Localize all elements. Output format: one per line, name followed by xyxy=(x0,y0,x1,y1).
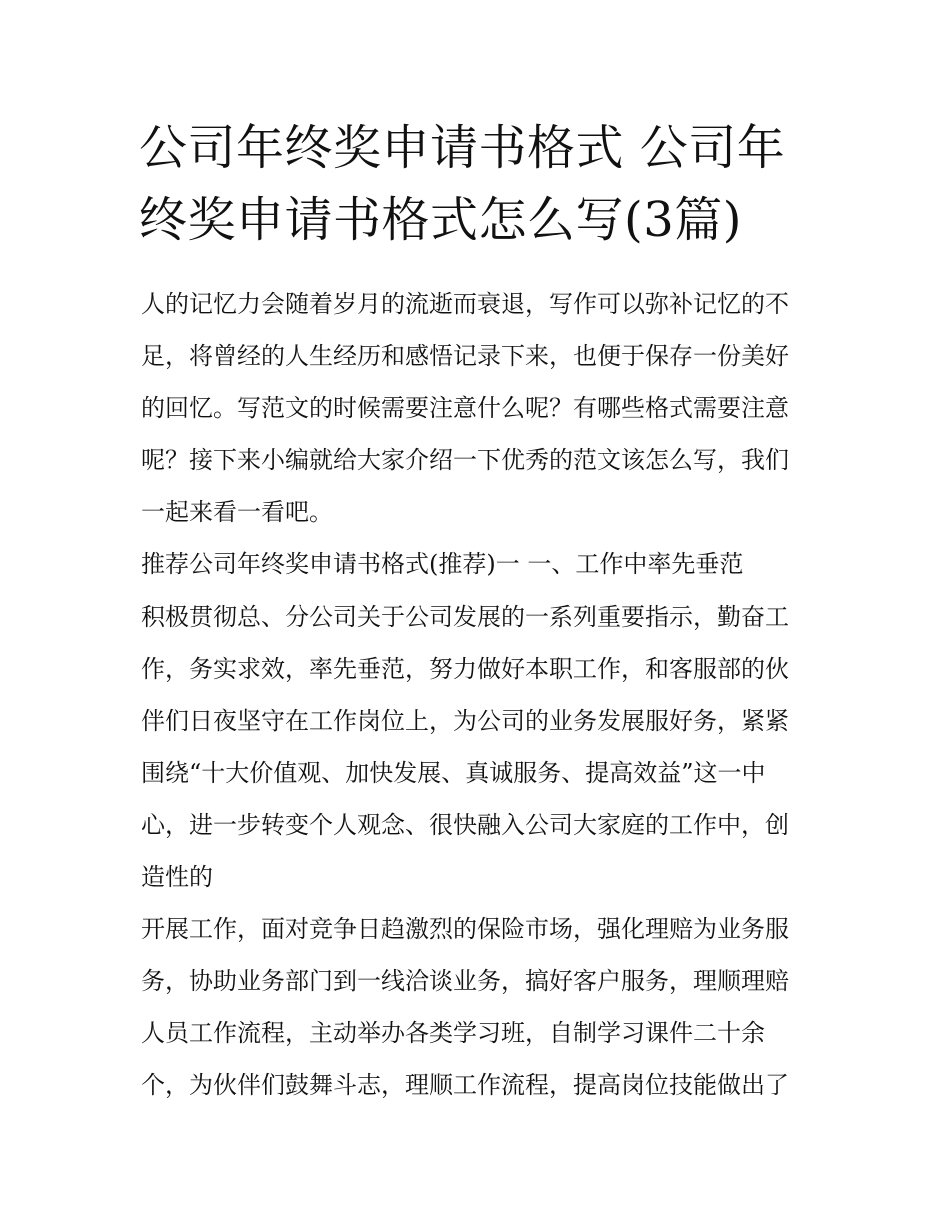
body-line: 务，协助业务部门到一线洽谈业务，搞好客户服务，理顺理赔 xyxy=(141,967,789,996)
document-body xyxy=(141,278,821,1112)
body-line: 围绕“十大价值观、加快发展、真诚服务、提高效益”这一中 xyxy=(141,758,766,787)
body-line: 呢？接下来小编就给大家介绍一下优秀的范文该怎么写，我们 xyxy=(141,446,789,475)
body-line: 个，为伙伴们鼓舞斗志，理顺工作流程，提高岗位技能做出了 xyxy=(141,1071,789,1100)
body-line: 伴们日夜坚守在工作岗位上，为公司的业务发展服好务，紧紧 xyxy=(141,706,789,735)
title-line: 终奖申请书格式怎么写(3篇) xyxy=(139,192,742,248)
body-line: 作，务实求效，率先垂范，努力做好本职工作，和客服部的伙 xyxy=(141,654,789,683)
body-line: 人的记忆力会随着岁月的流逝而衰退，写作可以弥补记忆的不 xyxy=(141,290,789,318)
body-line: 心，进一步转变个人观念、很快融入公司大家庭的工作中，创 xyxy=(141,810,789,839)
document-title xyxy=(139,112,829,256)
body-line: 开展工作，面对竞争日趋激烈的保险市场，强化理赔为业务服 xyxy=(141,915,789,944)
body-line: 推荐公司年终奖申请书格式(推荐)一 一、工作中率先垂范 xyxy=(141,550,744,579)
title-line: 公司年终奖申请书格式 公司年 xyxy=(139,120,786,176)
body-line: 积极贯彻总、分公司关于公司发展的一系列重要指示，勤奋工 xyxy=(141,602,789,631)
body-line: 的回忆。写范文的时候需要注意什么呢？有哪些格式需要注意 xyxy=(141,394,789,423)
body-line: 造性的 xyxy=(141,863,213,892)
body-line: 足，将曾经的人生经历和感悟记录下来，也便于保存一份美好 xyxy=(141,342,789,371)
body-line: 一起来看一看吧。 xyxy=(141,498,333,527)
body-line: 人员工作流程，主动举办各类学习班，自制学习课件二十余 xyxy=(141,1019,765,1048)
